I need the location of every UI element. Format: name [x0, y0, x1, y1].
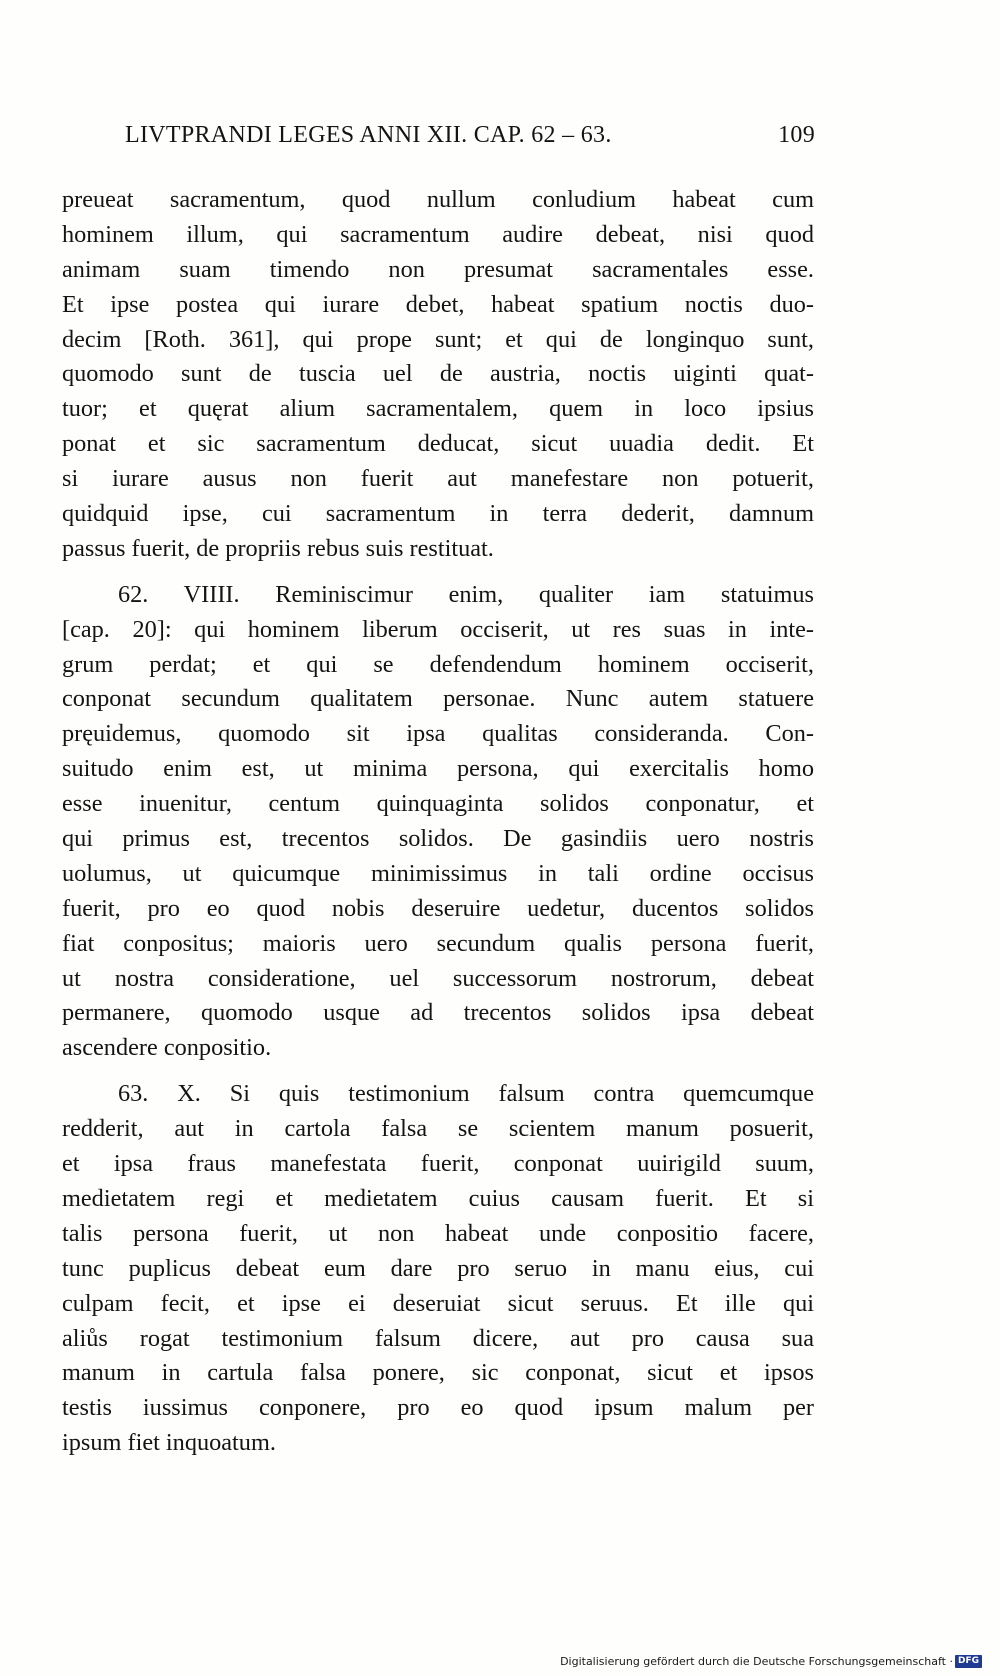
text-line: ipsum fiet inquoatum. — [62, 1429, 276, 1457]
text-line: conponat secundum qualitatem personae. Nunc autem statuere — [62, 685, 814, 713]
text-line: testis iussimus conponere, pro eo quod ipsum malum per — [62, 1394, 814, 1422]
text-line: Et ipse postea qui iurare debet, habeat spatium noctis duo- — [62, 290, 814, 318]
text-line: qui primus est, trecentos solidos. De gasindiis uero nostris — [62, 825, 814, 853]
text-line: ponat et sic sacramentum deducat, sicut uuadia dedit. Et — [62, 430, 814, 458]
text-line: fuerit, pro eo quod nobis deseruire uedetur, ducentos solidos — [62, 894, 814, 922]
text-line: fiat conpositus; maioris uero secundum qualis persona fuerit, — [62, 929, 814, 957]
dfg-logo-icon: DFG — [955, 1655, 982, 1668]
text-line: quidquid ipse, cui sacramentum in terra dederit, damnum — [62, 500, 814, 528]
text-line: redderit, aut in cartola falsa se scientem manum posuerit, — [62, 1115, 814, 1143]
text-line: quomodo sunt de tuscia uel de austria, noctis uiginti quat- — [62, 360, 814, 388]
text-line: pręuidemus, quomodo sit ipsa qualitas consideranda. Con- — [62, 720, 814, 748]
running-title: LIVTPRANDI LEGES ANNI XII. CAP. 62 – 63. — [125, 122, 612, 148]
digitization-credit: Digitalisierung gefördert durch die Deutsche Forschungsgemeinschaft · — [560, 1655, 953, 1668]
text-line: preueat sacramentum, quod nullum conludium habeat cum — [62, 186, 814, 213]
paragraph-cap-62 — [62, 578, 814, 1066]
text-line: esse inuenitur, centum quinquaginta solidos conponatur, et — [62, 790, 814, 818]
running-header — [125, 122, 815, 156]
page-number: 109 — [778, 122, 815, 148]
text-line: permanere, quomodo usque ad trecentos solidos ipsa debeat — [62, 999, 814, 1027]
text-line: hominem illum, qui sacramentum audire debeat, nisi quod — [62, 220, 814, 248]
digitization-footer — [560, 1655, 982, 1668]
text-line: talis persona fuerit, ut non habeat unde conpositio facere, — [62, 1219, 814, 1247]
text-line: ascendere conpositio. — [62, 1034, 272, 1062]
text-line: decim [Roth. 361], qui prope sunt; et qui de longinquo sunt, — [62, 325, 814, 353]
text-line: animam suam timendo non presumat sacramentales esse. — [62, 255, 814, 283]
text-line: passus fuerit, de propriis rebus suis restituat. — [62, 534, 494, 562]
text-line: manum in cartula falsa ponere, sic conponat, sicut et ipsos — [62, 1359, 814, 1387]
text-line: grum perdat; et qui se defendendum hominem occiserit, — [62, 650, 814, 678]
text-line: tuor; et quęrat alium sacramentalem, quem in loco ipsius — [62, 395, 814, 423]
text-line: 63. X. Si quis testimonium falsum contra quemcumque — [118, 1080, 814, 1108]
text-line: 62. VIIII. Reminiscimur enim, qualiter iam statuimus — [118, 580, 814, 608]
paragraph-continuation — [62, 183, 814, 567]
text-line: si iurare ausus non fuerit aut manefestare non potuerit, — [62, 465, 814, 493]
body-text — [62, 183, 814, 1461]
text-line: et ipsa fraus manefestata fuerit, conponat uuirigild suum, — [62, 1150, 814, 1178]
paragraph-cap-63 — [62, 1077, 814, 1461]
text-line: tunc puplicus debeat eum dare pro seruo in manu eius, cui — [62, 1254, 814, 1282]
text-line: ut nostra consideratione, uel successorum nostrorum, debeat — [62, 964, 814, 992]
text-line: suitudo enim est, ut minima persona, qui exercitalis homo — [62, 755, 814, 783]
text-line: [cap. 20]: qui hominem liberum occiserit, ut res suas in inte- — [62, 615, 814, 643]
text-line: aliůs rogat testimonium falsum dicere, aut pro causa sua — [62, 1324, 814, 1352]
text-line: culpam fecit, et ipse ei deseruiat sicut seruus. Et ille qui — [62, 1289, 814, 1317]
text-line: uolumus, ut quicumque minimissimus in tali ordine occisus — [62, 859, 814, 887]
text-line: medietatem regi et medietatem cuius causam fuerit. Et si — [62, 1184, 814, 1212]
